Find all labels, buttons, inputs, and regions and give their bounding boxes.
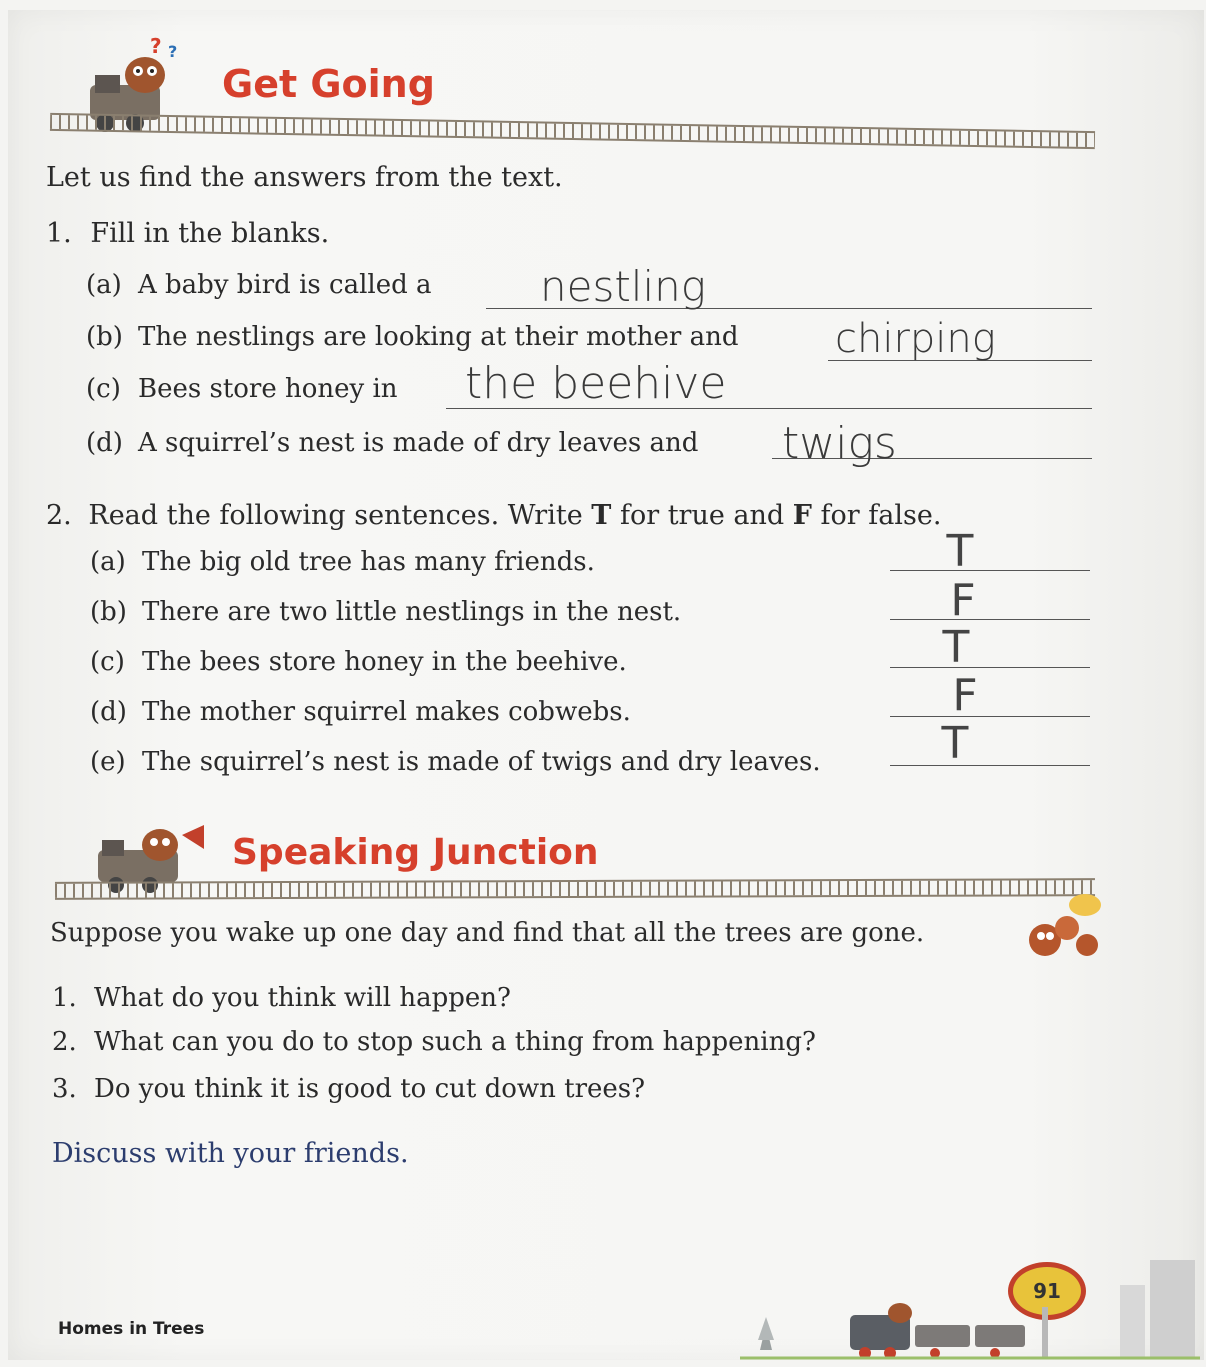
svg-text:?: ? — [168, 42, 178, 61]
q1-item-label: (a) — [86, 270, 122, 300]
q1-heading — [46, 218, 329, 249]
q2-prompt-post: for false. — [820, 500, 942, 531]
q2-item — [90, 747, 821, 777]
q1-item-label: (b) — [86, 322, 123, 352]
intro-line — [46, 162, 563, 193]
q2-item-label: (b) — [90, 597, 127, 627]
handwritten-answer: nestling — [540, 262, 706, 311]
q2-item — [90, 697, 631, 727]
speaking-question — [52, 1074, 645, 1104]
tf-answer: F — [952, 670, 978, 721]
q2-item-text: The mother squirrel makes cobwebs. — [142, 697, 631, 727]
q2-prompt-pre: Read the following sentences. Write — [88, 500, 583, 531]
q2-item-text: The squirrel’s nest is made of twigs and dry leaves. — [142, 747, 821, 777]
q2-item — [90, 547, 595, 577]
q2-prompt-f: F — [792, 500, 812, 531]
handwritten-answer: the beehive — [465, 358, 727, 409]
speaking-intro: Suppose you wake up one day and find that all the trees are gone. — [50, 918, 925, 948]
q2-item-label: (c) — [90, 647, 125, 677]
q2-item-label: (d) — [90, 697, 127, 727]
speaking-question-number: 3. — [52, 1074, 77, 1104]
footer-train-icon — [740, 1255, 1200, 1360]
q2-item-label: (e) — [90, 747, 126, 777]
page-number: 91 — [1033, 1279, 1061, 1303]
speaking-question — [52, 983, 511, 1013]
q2-prompt-t: T — [591, 500, 612, 531]
owl-group-icon — [1015, 890, 1110, 970]
get-going-title: Get Going — [222, 62, 435, 106]
q2-item-text: The bees store honey in the beehive. — [142, 647, 627, 677]
tf-answer: T — [942, 622, 970, 673]
speaking-question-text: What can you do to stop such a thing from happening? — [94, 1027, 816, 1057]
svg-text:?: ? — [150, 35, 162, 58]
tf-answer: T — [946, 526, 974, 577]
q2-item-text: The big old tree has many friends. — [142, 547, 595, 577]
q2-item-text: There are two little nestlings in the nest. — [142, 597, 682, 627]
q2-prompt-mid: for true and — [619, 500, 785, 531]
speaking-question-number: 1. — [52, 983, 77, 1013]
q1-item-label: (c) — [86, 374, 121, 404]
speaking-question-number: 2. — [52, 1027, 77, 1057]
speaking-question-text: Do you think it is good to cut down trees? — [94, 1074, 646, 1104]
q2-item — [90, 647, 627, 677]
q2-item — [90, 597, 681, 627]
q1-item — [86, 322, 739, 352]
q1-item-text: The nestlings are looking at their mother and — [138, 322, 739, 352]
q1-item-text: A squirrel’s nest is made of dry leaves and — [138, 428, 699, 458]
tf-answer: T — [941, 718, 969, 769]
q2-item-label: (a) — [90, 547, 126, 577]
speaking-question-text: What do you think will happen? — [94, 983, 511, 1013]
handwritten-answer: twigs — [782, 418, 897, 469]
q1-prompt: Fill in the blanks. — [90, 218, 330, 249]
get-going-intro: Let us find the answers from the text. — [46, 162, 563, 193]
q1-item-label: (d) — [86, 428, 123, 458]
q2-heading — [46, 500, 941, 531]
q1-item — [86, 270, 432, 300]
tf-answer: F — [950, 575, 976, 626]
q1-item — [86, 428, 698, 458]
q1-item-text: A baby bird is called a — [138, 270, 432, 300]
speaking-junction-title: Speaking Junction — [232, 832, 599, 873]
speaking-question — [52, 1027, 816, 1057]
rail-track-divider — [55, 878, 1095, 900]
q1-item-text: Bees store honey in — [138, 374, 398, 404]
q1-item — [86, 374, 398, 404]
q1-number: 1. — [46, 218, 72, 249]
chapter-title: Homes in Trees — [58, 1319, 205, 1339]
q2-number: 2. — [46, 500, 72, 531]
handwritten-answer: chirping — [835, 316, 996, 362]
speaking-closing: Discuss with your friends. — [52, 1138, 409, 1169]
